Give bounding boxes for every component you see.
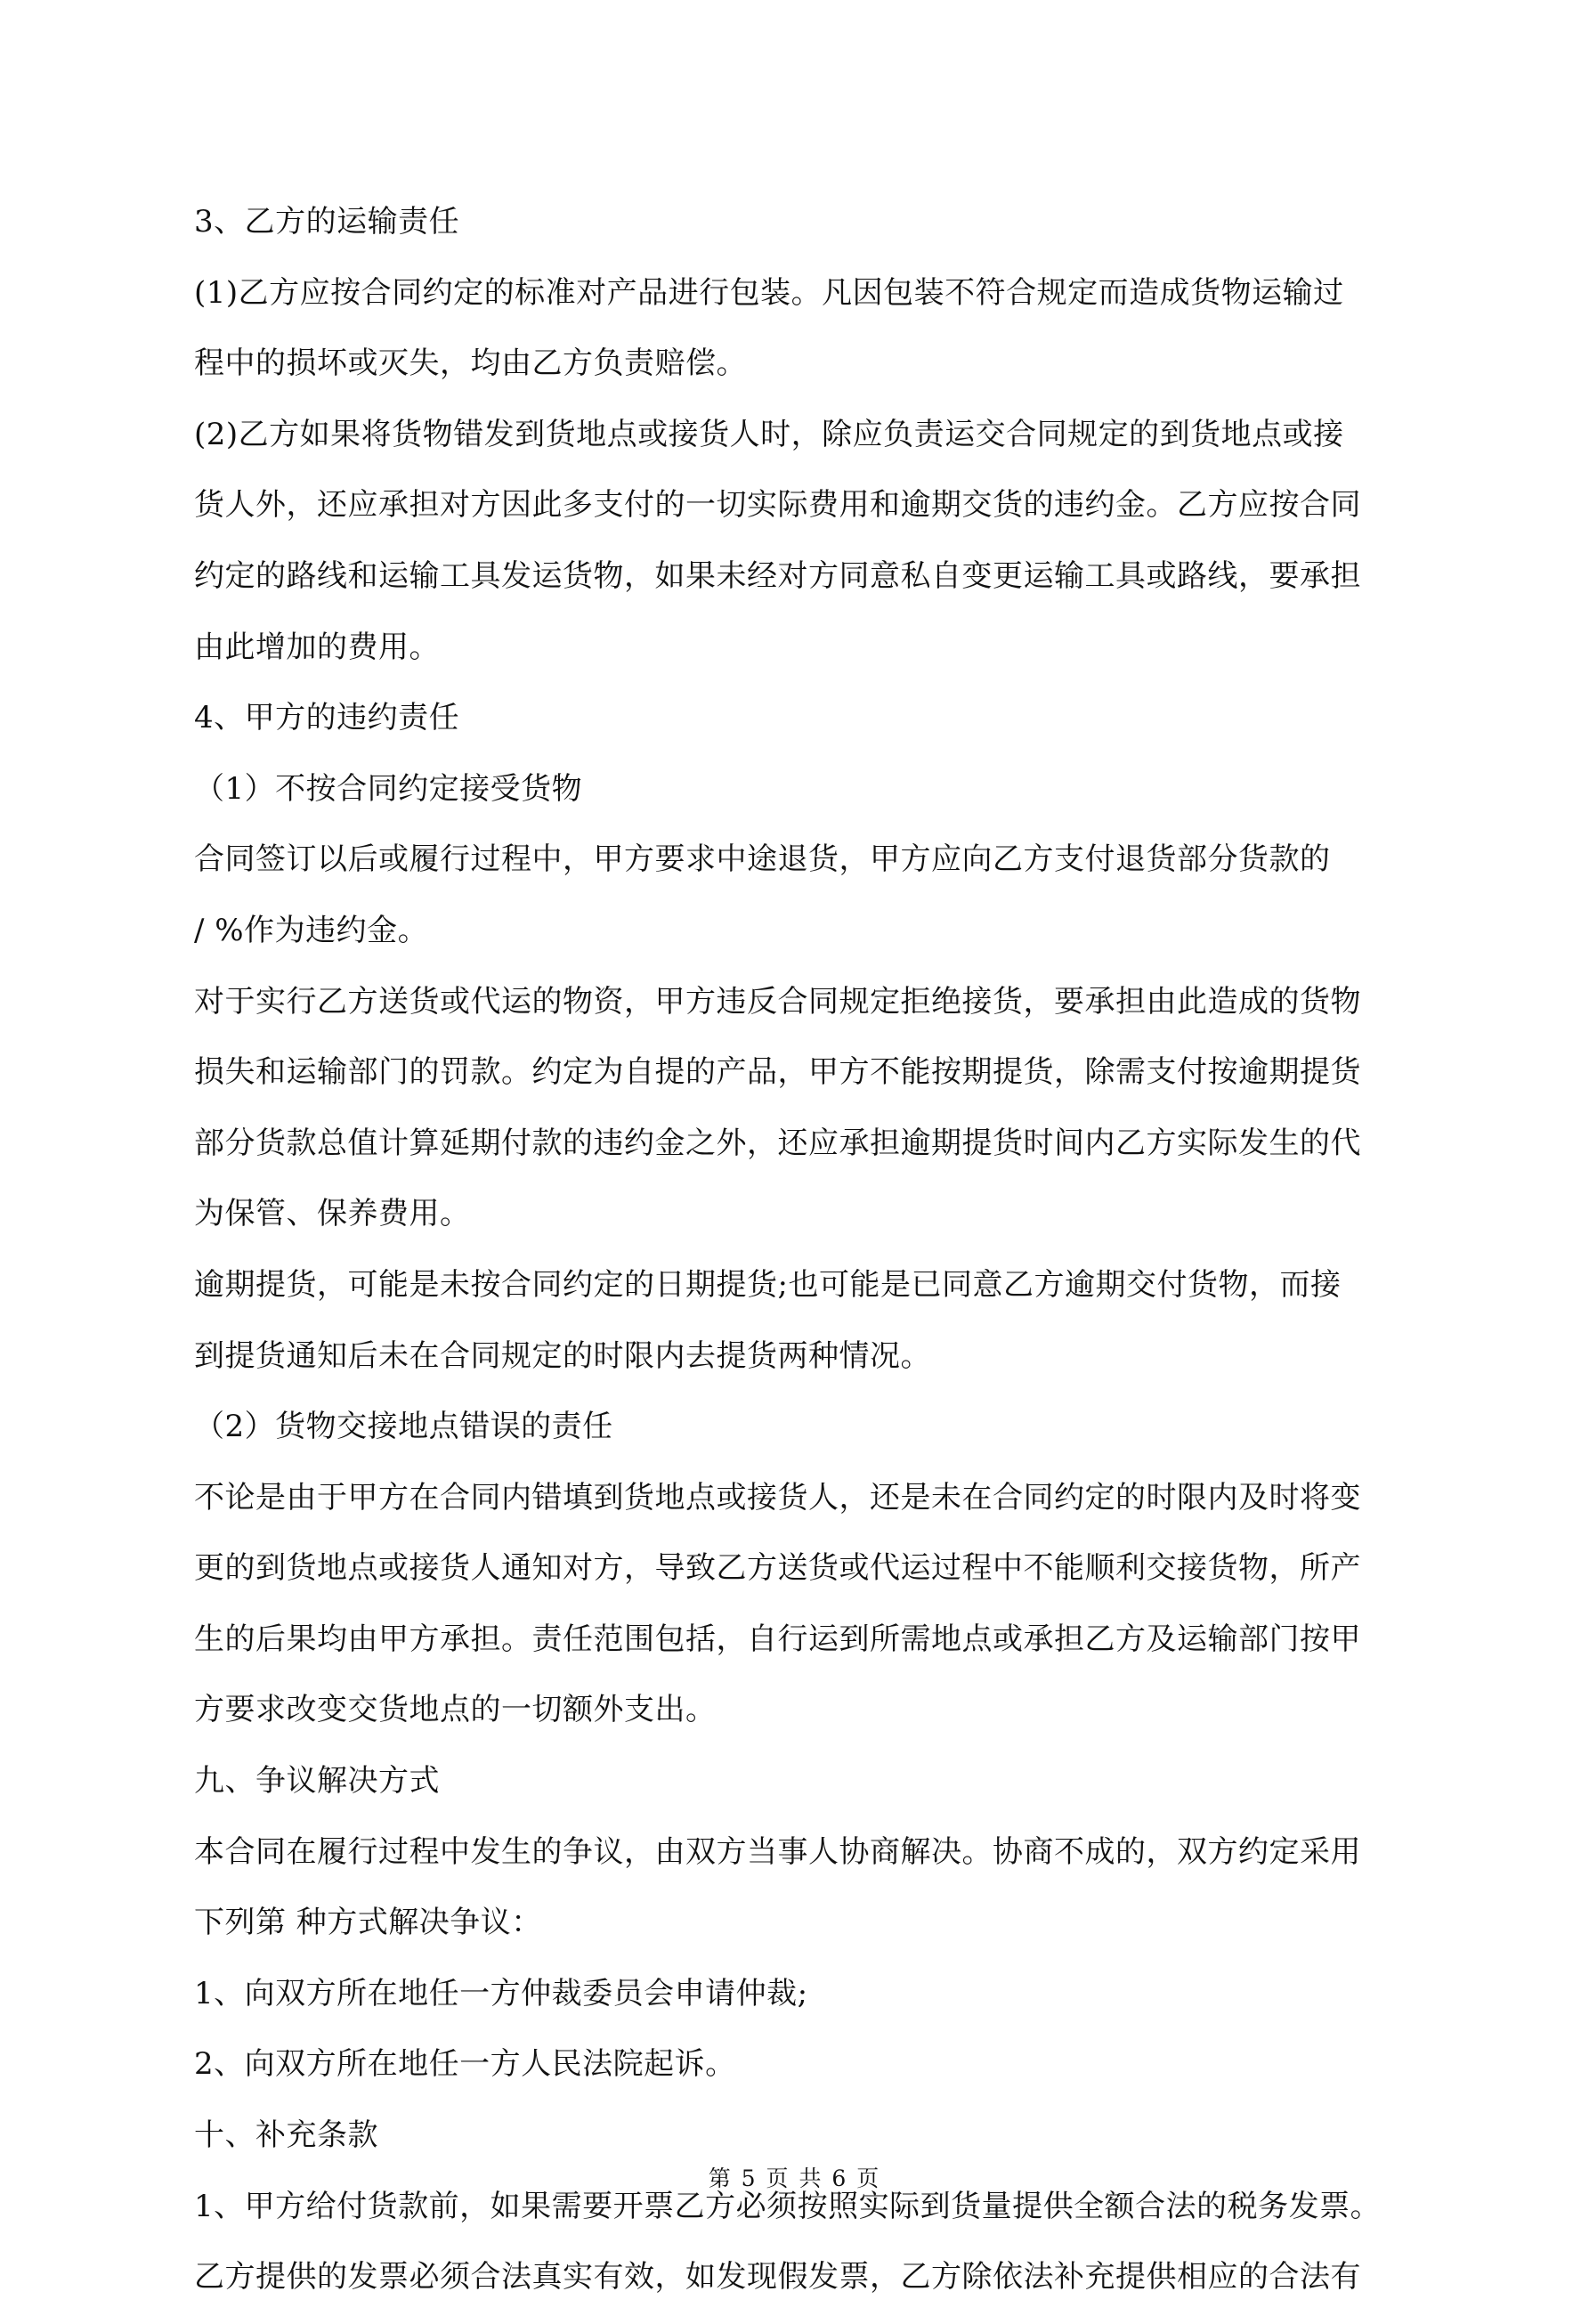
text-line: 逾期提货，可能是未按合同约定的日期提货;也可能是已同意乙方逾期交付货物，而接 [194,1266,1342,1303]
text-line: 更的到货地点或接货人通知对方，导致乙方送货或代运过程中不能顺利交接货物，所产 [194,1550,1361,1587]
section-heading: 4、甲方的违约责任 [194,700,460,736]
text-line: 由此增加的费用。 [194,629,440,665]
text-line: 合同签订以后或履行过程中，甲方要求中途退货，甲方应向乙方支付退货部分货款的 [194,841,1331,878]
document-body [194,198,1414,2324]
text-line: 1、甲方给付货款前，如果需要开票乙方必须按照实际到货量提供全额合法的税务发票。 [194,2188,1382,2224]
text-line: 损失和运输部门的罚款。约定为自提的产品，甲方不能按期提货，除需支付按逾期提货 [194,1054,1361,1091]
text-line: / %作为违约金。 [194,912,429,948]
text-line: 货人外，还应承担对方因此多支付的一切实际费用和逾期交货的违约金。乙方应按合同 [194,487,1361,524]
text-line: 生的后果均由甲方承担。责任范围包括，自行运到所需地点或承担乙方及运输部门按甲 [194,1621,1361,1657]
section-heading: 十、补充条款 [194,2117,378,2154]
text-line: 程中的损坏或灭失，均由乙方负责赔偿。 [194,345,747,382]
text-line: 到提货通知后未在合同规定的时限内去提货两种情况。 [194,1337,931,1374]
text-line: 2、向双方所在地任一方人民法院起诉。 [194,2046,736,2083]
text-line: 不论是由于甲方在合同内错填到货地点或接货人，还是未在合同约定的时限内及时将变 [194,1479,1361,1515]
text-line: (1)乙方应按合同约定的标准对产品进行包装。凡因包装不符合规定而造成货物运输过 [194,274,1344,311]
section-heading: 九、争议解决方式 [194,1763,440,1800]
text-line: 下列第 种方式解决争议： [194,1905,542,1941]
page-footer: 第 5 页 共 6 页 [708,2166,881,2191]
text-line: 本合同在履行过程中发生的争议，由双方当事人协商解决。协商不成的，双方约定采用 [194,1833,1361,1870]
text-line: 部分货款总值计算延期付款的违约金之外，还应承担逾期提货时间内乙方实际发生的代 [194,1125,1361,1161]
subsection-heading: （2）货物交接地点错误的责任 [194,1409,613,1445]
text-line: 约定的路线和运输工具发运货物，如果未经对方同意私自变更运输工具或路线，要承担 [194,557,1361,594]
text-line: (2)乙方如果将货物错发到货地点或接货人时，除应负责运交合同规定的到货地点或接 [194,416,1344,452]
section-heading: 3、乙方的运输责任 [194,204,460,240]
text-line: 1、向双方所在地任一方仲裁委员会申请仲裁; [194,1975,808,2011]
text-line: 乙方提供的发票必须合法真实有效，如发现假发票，乙方除依法补充提供相应的合法有 [194,2259,1361,2296]
subsection-heading: （1）不按合同约定接受货物 [194,770,583,807]
text-line: 为保管、保养费用。 [194,1196,471,1232]
text-line: 对于实行乙方送货或代运的物资，甲方违反合同规定拒绝接货，要承担由此造成的货物 [194,983,1361,1020]
text-line: 方要求改变交货地点的一切额外支出。 [194,1692,717,1728]
